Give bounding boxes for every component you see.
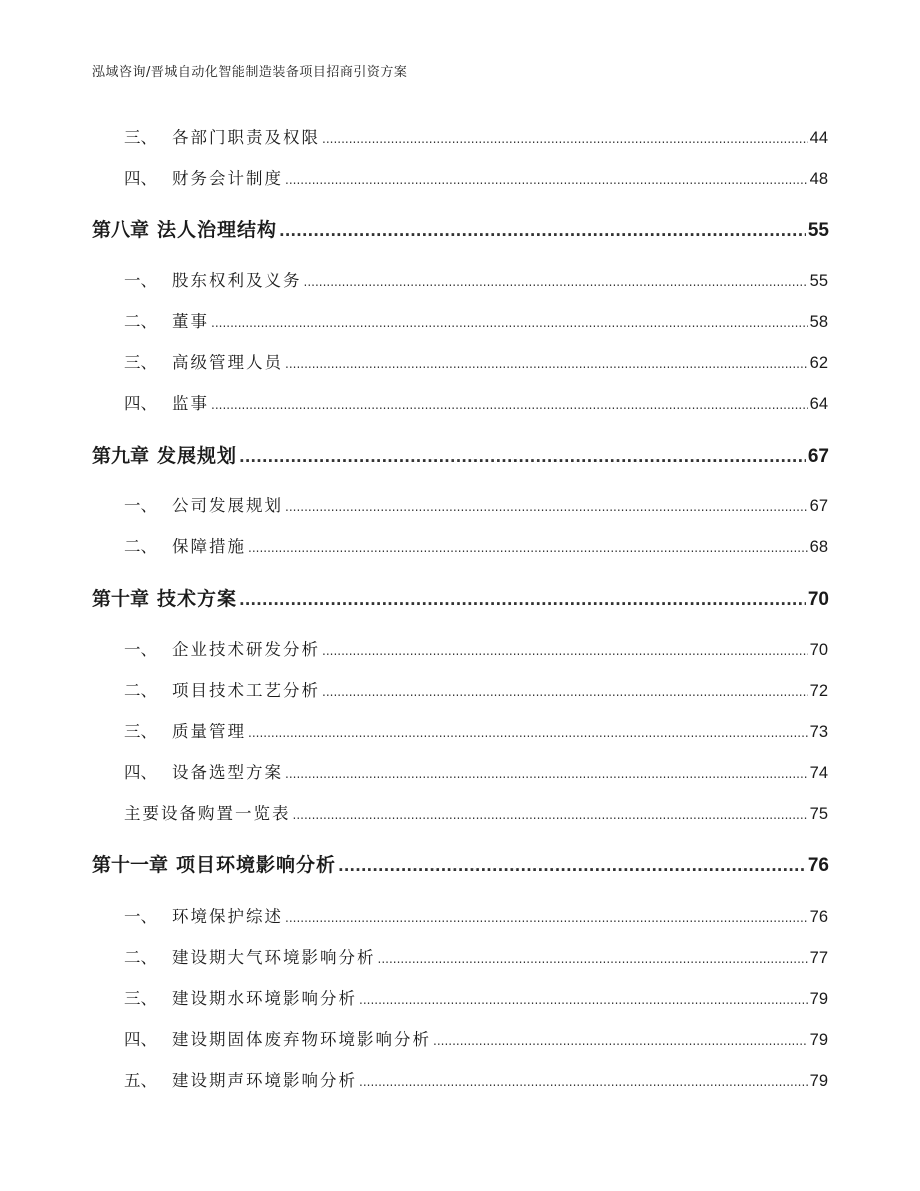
toc-entry-title: 公司发展规划 [172, 496, 283, 515]
toc-entry-page: 70 [809, 641, 828, 659]
toc-entry-number: 五、 [124, 1071, 157, 1090]
toc-entry-number: 一、 [124, 496, 157, 515]
toc-chapter[interactable] [0, 850, 920, 874]
toc-entry-number: 二、 [124, 681, 157, 700]
document-header: 泓域咨询/晋城自动化智能制造装备项目招商引资方案 [92, 65, 408, 80]
toc-entry-number: 二、 [124, 537, 157, 556]
toc-entry-page: 73 [809, 723, 828, 741]
toc-entry[interactable] [0, 759, 920, 783]
toc-dot-leader [322, 132, 808, 146]
toc-entry-title: 各部门职责及权限 [172, 128, 320, 147]
toc-entry-number: 四、 [124, 394, 157, 413]
toc-dot-leader [322, 644, 808, 658]
toc-entry-number: 三、 [124, 353, 157, 372]
toc-entry[interactable] [0, 1067, 920, 1091]
toc-dot-leader [285, 173, 808, 187]
toc-entry-title: 主要设备购置一览表 [124, 804, 291, 823]
toc-chapter-title: 技术方案 [157, 588, 238, 610]
toc-entry-title: 质量管理 [172, 722, 246, 741]
toc-chapter-number: 第九章 [92, 445, 150, 467]
toc-dot-leader [285, 767, 808, 781]
toc-chapter-number: 第八章 [92, 219, 150, 241]
toc-dot-leader [285, 911, 808, 925]
toc-chapter-page: 67 [807, 446, 829, 467]
toc-dot-leader [359, 1075, 808, 1089]
toc-entry[interactable] [0, 1026, 920, 1050]
toc-entry-title: 建设期固体废弃物环境影响分析 [172, 1030, 431, 1049]
toc-chapter-page: 55 [807, 220, 829, 241]
toc-dot-leader [304, 275, 808, 289]
toc-dot-leader [338, 857, 806, 875]
toc-entry-number: 三、 [124, 128, 157, 147]
toc-entry-page: 74 [809, 764, 828, 782]
toc-entry-page: 79 [809, 990, 828, 1008]
toc-dot-leader [285, 500, 808, 514]
toc-entry-page: 77 [809, 949, 828, 967]
toc-chapter-title: 项目环境影响分析 [176, 854, 337, 876]
toc-dot-leader [322, 685, 808, 699]
toc-entry[interactable] [0, 985, 920, 1009]
toc-entry[interactable] [0, 677, 920, 701]
toc-entry-number: 四、 [124, 763, 157, 782]
toc-entry-title: 建设期声环境影响分析 [172, 1071, 357, 1090]
toc-entry[interactable] [0, 492, 920, 516]
toc-entry[interactable] [0, 944, 920, 968]
toc-entry-page: 58 [809, 313, 828, 331]
toc-chapter[interactable] [0, 584, 920, 608]
toc-entry-title: 股东权利及义务 [172, 271, 302, 290]
toc-entry-page: 76 [809, 908, 828, 926]
toc-entry-title: 环境保护综述 [172, 907, 283, 926]
toc-dot-leader [378, 952, 808, 966]
toc-dot-leader [248, 726, 808, 740]
toc-entry[interactable] [0, 165, 920, 189]
toc-dot-leader [293, 808, 808, 822]
toc-dot-leader [248, 541, 808, 555]
toc-entry-page: 68 [809, 538, 828, 556]
toc-entry-page: 44 [809, 129, 828, 147]
toc-entry[interactable] [0, 349, 920, 373]
toc-entry[interactable] [0, 636, 920, 660]
toc-entry-title: 财务会计制度 [172, 169, 283, 188]
toc-chapter-number: 第十一章 [92, 854, 169, 876]
toc-entry-number: 一、 [124, 271, 157, 290]
toc-entry[interactable] [0, 903, 920, 927]
toc-entry[interactable] [0, 718, 920, 742]
toc-entry-number: 三、 [124, 989, 157, 1008]
toc-entry-title: 建设期水环境影响分析 [172, 989, 357, 1008]
toc-entry[interactable] [0, 267, 920, 291]
toc-entry-page: 79 [809, 1031, 828, 1049]
toc-entry-title: 监事 [172, 394, 209, 413]
toc-entry-page: 67 [809, 497, 828, 515]
toc-entry-page: 62 [809, 354, 828, 372]
toc-entry-title: 设备选型方案 [172, 763, 283, 782]
toc-dot-leader [239, 591, 806, 609]
toc-dot-leader [279, 222, 806, 240]
toc-chapter-page: 76 [807, 855, 829, 876]
toc-chapter-title: 发展规划 [157, 445, 238, 467]
toc-entry-page: 64 [809, 395, 828, 413]
toc-dot-leader [359, 993, 808, 1007]
toc-dot-leader [239, 448, 806, 466]
toc-entry-page: 75 [809, 805, 828, 823]
toc-entry-title: 建设期大气环境影响分析 [172, 948, 376, 967]
toc-dot-leader [433, 1034, 808, 1048]
toc-entry-page: 55 [809, 272, 828, 290]
toc-entry-number: 四、 [124, 169, 157, 188]
toc-entry-page: 48 [809, 170, 828, 188]
toc-entry[interactable] [0, 390, 920, 414]
toc-entry[interactable] [0, 308, 920, 332]
toc-chapter[interactable] [0, 441, 920, 465]
toc-entry-title: 企业技术研发分析 [172, 640, 320, 659]
toc-entry-title: 保障措施 [172, 537, 246, 556]
toc-dot-leader [211, 398, 808, 412]
toc-entry[interactable] [0, 800, 920, 824]
toc-dot-leader [285, 357, 808, 371]
toc-chapter-page: 70 [807, 589, 829, 610]
toc-entry-number: 三、 [124, 722, 157, 741]
toc-entry[interactable] [0, 533, 920, 557]
toc-entry-title: 高级管理人员 [172, 353, 283, 372]
toc-entry-title: 董事 [172, 312, 209, 331]
toc-entry-number: 四、 [124, 1030, 157, 1049]
toc-chapter-number: 第十章 [92, 588, 150, 610]
toc-entry-number: 一、 [124, 907, 157, 926]
toc-chapter-title: 法人治理结构 [157, 219, 278, 241]
toc-entry[interactable] [0, 124, 920, 148]
toc-entry-page: 79 [809, 1072, 828, 1090]
toc-chapter[interactable] [0, 215, 920, 239]
toc-dot-leader [211, 316, 808, 330]
toc-entry-number: 一、 [124, 640, 157, 659]
toc-entry-title: 项目技术工艺分析 [172, 681, 320, 700]
toc-entry-number: 二、 [124, 948, 157, 967]
toc-entry-number: 二、 [124, 312, 157, 331]
toc-entry-page: 72 [809, 682, 828, 700]
